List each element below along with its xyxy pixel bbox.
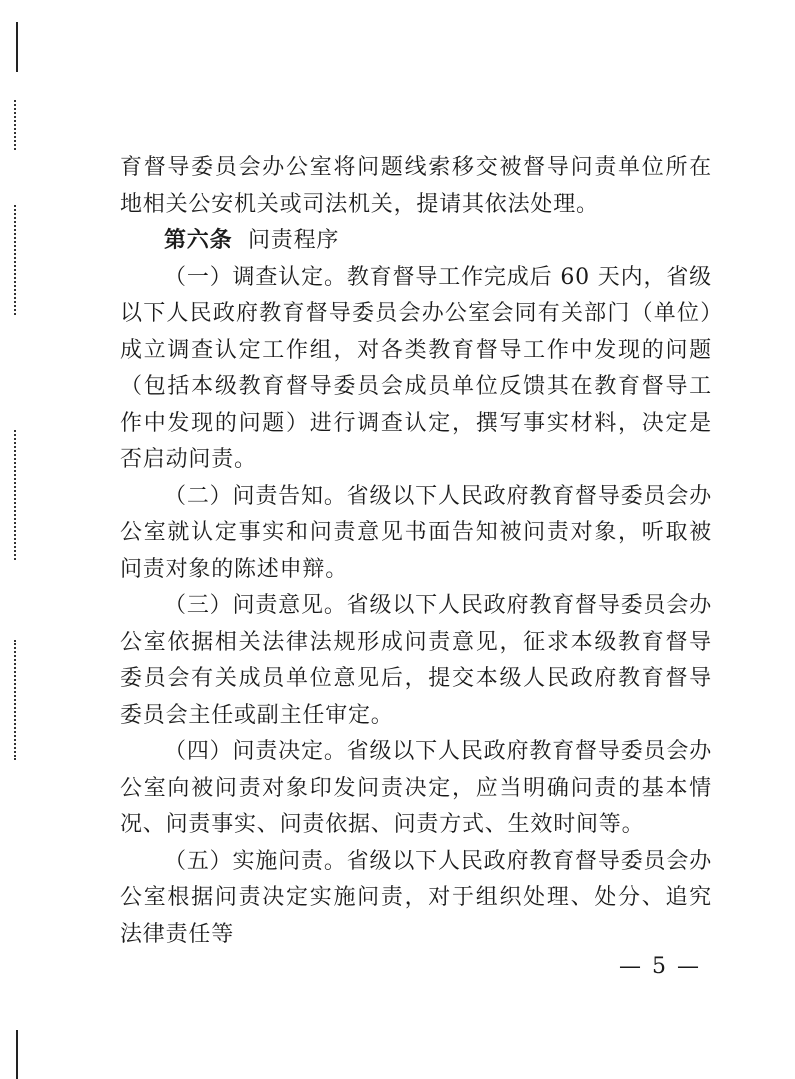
paragraph-opinion: （三）问责意见。省级以下人民政府教育督导委员会办公室依据相关法律法规形成问责意见，征求本级教育督导委员会有关成员单位意见后，提交本级人民政府教育督导委员会主任或副主任审定。 [120,593,712,728]
document-body [120,150,712,953]
article-heading [120,223,712,260]
paragraph-implementation: （五）实施问责。省级以下人民政府教育督导委员会办公室根据问责决定实施问责，对于组织处理、处分、追究法律责任等 [120,848,712,947]
paragraph-decision: （四）问责决定。省级以下人民政府教育督导委员会办公室向被问责对象印发问责决定，应当明确问责的基本情况、问责事实、问责依据、问责方式、生效时间等。 [120,739,712,837]
page-number: — 5 — [619,954,701,979]
binding-dots [14,205,20,315]
paragraph-continuation: 育督导委员会办公室将问题线索移交被督导问责单位所在地相关公安机关或司法机关，提请其依法处理。 [120,155,712,217]
binding-dots [14,430,20,560]
binding-margin [0,0,30,1079]
paragraph-notification: （二）问责告知。省级以下人民政府教育督导委员会办公室就认定事实和问责意见书面告知被问责对象，听取被问责对象的陈述申辩。 [120,483,712,582]
binding-line [16,1030,18,1079]
article-number: 第六条 [164,228,233,253]
paragraph-investigation: （一）调查认定。教育督导工作完成后 60 天内，省级以下人民政府教育督导委员会办公室会同有关部门（单位）成立调查认定工作组，对各类教育督导工作中发现的问题（包括本级教育督导委员会成员单位反馈其在教育督导工作中发现的问题）进行调查认定，撰写事实材料，决定是否启动问责。 [120,264,712,472]
binding-dots [14,100,20,150]
binding-line [16,22,18,72]
binding-dots [14,640,20,760]
article-title: 问责程序 [248,228,340,253]
